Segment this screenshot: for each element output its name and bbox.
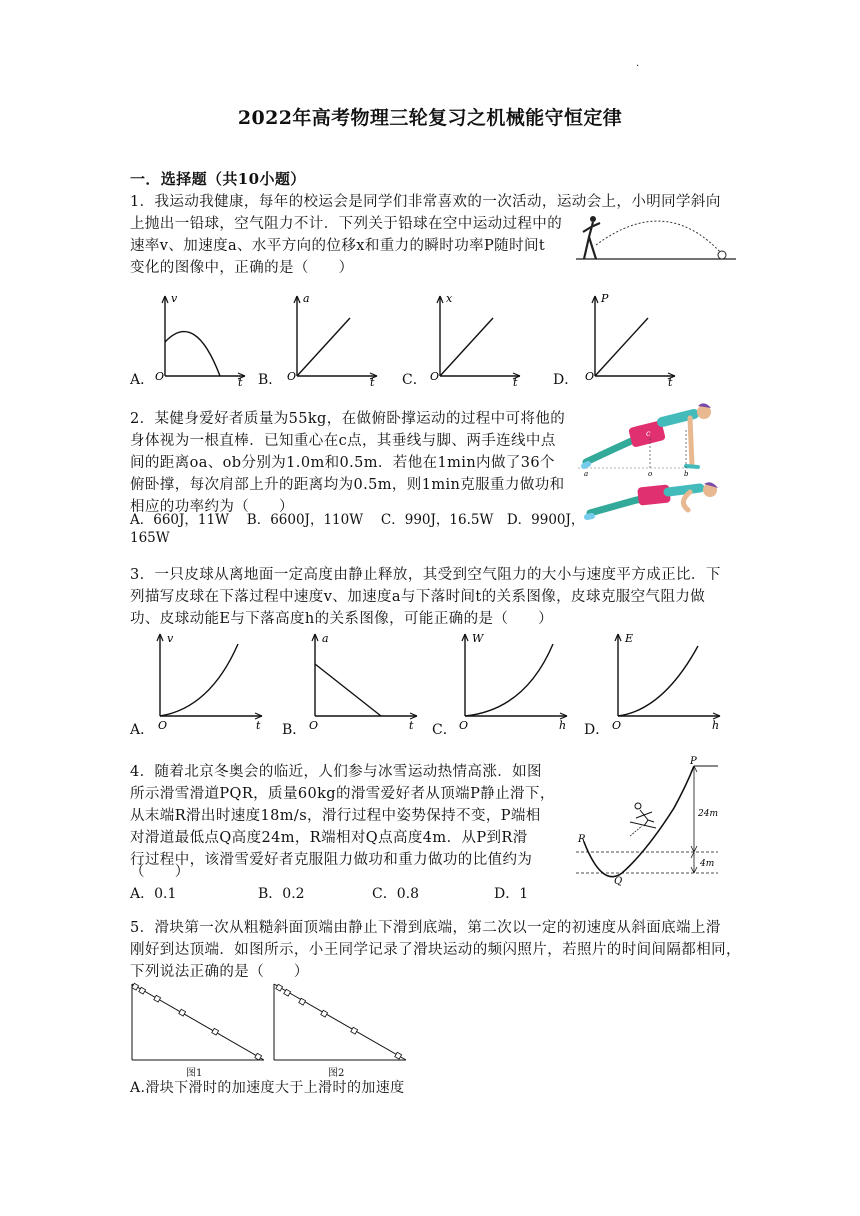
q1-line-1: 1．我运动我健康，每年的校运会是同学们非常喜欢的一次活动，运动会上，小明同学斜向 [130, 194, 721, 210]
q1b-y-label: a [303, 292, 310, 305]
q3d-x-label: h [712, 719, 720, 730]
q2-line-1: 2．某健身爱好者质量为55kg，在做俯卧撑运动的过程中可将他的 [130, 411, 566, 427]
q1-graph-c [425, 290, 525, 386]
section-heading: 一．选择题（共10小题） [130, 170, 306, 188]
q3-graph-b [305, 630, 425, 730]
q4-line-2: 所示滑雪滑道PQR，质量60kg的滑雪爱好者从顶端P静止滑下， [130, 786, 555, 802]
q1-line-2: 上抛出一铅球，空气阻力不计．下列关于铅球在空中运动过程中的 [130, 216, 563, 232]
pushup-label-c: c [646, 429, 651, 438]
q2-line-5: 相应的功率约为（ ） [130, 499, 294, 515]
q1b-origin: O [287, 370, 297, 383]
pushup-figure [578, 400, 728, 522]
q1-option-a[interactable]: A． [130, 372, 155, 388]
q3c-x-label: h [559, 719, 567, 730]
q1b-x-label: t [370, 376, 375, 386]
q3-option-c[interactable]: C． [432, 722, 457, 738]
q1-option-c[interactable]: C． [402, 372, 427, 388]
q2-line-3: 间的距离oa、ob分别为1.0m和0.5m．若他在1min内做了36个 [130, 455, 555, 471]
pushup-label-b: b [684, 470, 689, 478]
q2-options-wrap: 165W [130, 530, 170, 546]
q1-option-d[interactable]: D． [553, 372, 579, 388]
track-label-4m: 4m [700, 859, 715, 869]
q4-option-d[interactable]: D．1 [494, 886, 529, 902]
q3b-x-label: t [409, 719, 414, 730]
q3-line-1: 3．一只皮球从离地面一定高度由静止释放，其受到空气阻力的大小与速度平方成正比．下 [130, 567, 721, 583]
q3-graph-d [608, 630, 728, 730]
q4-option-a[interactable]: A．0.1 [130, 886, 177, 902]
q1a-y-label: v [171, 292, 178, 305]
q3-option-b[interactable]: B． [282, 722, 307, 738]
q3-graph-c [455, 630, 575, 730]
q1d-origin: O [585, 370, 595, 383]
q5-option-a[interactable]: A.滑块下滑时的加速度大于上滑时的加速度 [130, 1080, 405, 1096]
q5-line-2: 刚好到达顶端．如图所示，小王同学记录了滑块运动的频闪照片，若照片的时间间隔都相同， [130, 942, 741, 958]
q3-line-3: 功、皮球动能E与下落高度h的关系图像，可能正确的是（ ） [130, 611, 554, 627]
figure-caption-1: 图1 [186, 1068, 203, 1079]
q3c-y-label: W [472, 632, 484, 645]
track-label-q: Q [614, 876, 623, 887]
page-title: 2022年高考物理三轮复习之机械能守恒定律 [237, 107, 623, 129]
q3a-x-label: t [256, 719, 261, 730]
q1-line-3: 速率v、加速度a、水平方向的位移x和重力的瞬时功率P随时间t [130, 238, 546, 254]
track-label-p: P [690, 756, 697, 767]
q3-option-a[interactable]: A． [130, 722, 155, 738]
q4-line-5: 行过程中，该滑雪爱好者克服阻力做功和重力做功的比值约为 [130, 852, 533, 868]
q3c-origin: O [459, 719, 469, 730]
pushup-label-o: o [648, 470, 653, 478]
q4-line-6: （ ） [130, 864, 190, 880]
q1-graph-b [282, 290, 382, 386]
q3d-y-label: E [625, 632, 634, 645]
q3-option-d[interactable]: D． [584, 722, 610, 738]
track-label-r: R [578, 834, 586, 845]
ski-track-figure [566, 756, 726, 888]
q3-graph-a [150, 630, 270, 730]
q3-line-2: 列描写皮球在下落过程中速度v、加速度a与下落时间t的关系图像，皮球克服空气阻力做 [130, 589, 706, 605]
incline-figure-1 [128, 980, 268, 1064]
incline-figure-2 [270, 980, 410, 1064]
q1-graph-d [580, 290, 680, 386]
q1c-y-label: x [446, 292, 453, 305]
q5-line-1: 5．滑块第一次从粗糙斜面顶端由静止下滑到底端，第二次以一定的初速度从斜面底端上滑 [130, 920, 721, 936]
q2-line-4: 俯卧撑，每次肩部上升的距离均为0.5m，则1min克服重力做功和 [130, 477, 565, 493]
figure-caption-2: 图2 [328, 1068, 345, 1079]
page-dot: . [636, 58, 640, 69]
q1-line-4: 变化的图像中，正确的是（ ） [130, 260, 354, 276]
q3b-y-label: a [322, 632, 329, 645]
q2-line-2: 身体视为一根直棒．已知重心在c点，其垂线与脚、两手连线中点 [130, 433, 556, 449]
q1d-y-label: P [601, 292, 609, 305]
q3a-y-label: v [167, 632, 174, 645]
q1-option-b[interactable]: B． [258, 372, 283, 388]
q1a-x-label: t [238, 376, 243, 386]
q1c-x-label: t [513, 376, 518, 386]
q3a-origin: O [158, 719, 168, 730]
q4-option-c[interactable]: C．0.8 [372, 886, 419, 902]
q4-option-b[interactable]: B．0.2 [258, 886, 305, 902]
q5-line-3: 下列说法正确的是（ ） [130, 964, 309, 980]
q3d-origin: O [612, 719, 622, 730]
q1-graph-a [150, 290, 250, 386]
q2-options[interactable]: A．660J，11W B．6600J，110W C．990J，16.5W D．9900J， [130, 512, 585, 528]
shot-put-figure [576, 205, 738, 263]
q4-line-4: 对滑道最低点Q高度24m，R端相对Q点高度4m．从P到R滑 [130, 830, 528, 846]
q1c-origin: O [430, 370, 440, 383]
q3b-origin: O [309, 719, 319, 730]
q1a-origin: O [155, 370, 165, 383]
track-label-24m: 24m [698, 809, 718, 819]
q1d-x-label: t [668, 376, 673, 386]
q4-line-3: 从末端R滑出时速度18m/s，滑行过程中姿势保持不变，P端相 [130, 808, 541, 824]
pushup-label-a: a [584, 470, 589, 478]
q4-line-1: 4．随着北京冬奥会的临近，人们参与冰雪运动热情高涨．如图 [130, 764, 542, 780]
